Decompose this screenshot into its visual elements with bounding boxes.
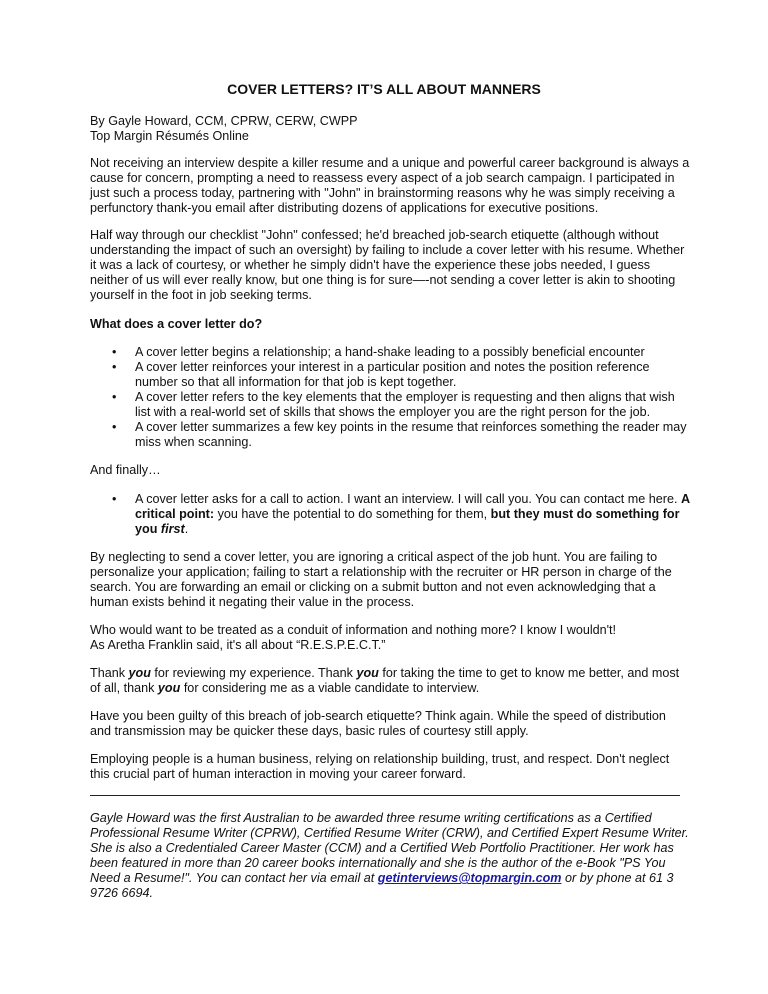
list-item: • A cover letter asks for a call to action. I want an interview. I will call you. You can contact me here. A critical point: you have the potential to do something for them, but they must do something for you first. — [112, 492, 690, 536]
section-heading: What does a cover letter do? — [90, 317, 263, 331]
list-item: • A cover letter begins a relationship; a hand-shake leading to a possibly beneficial encounter — [112, 345, 645, 359]
paragraph-text: Employing people is a human business, relying on relationship building, trust, and respect. Don't neglect this crucial part of human interaction in moving your career forward. — [90, 752, 670, 781]
bullet-icon: • — [112, 345, 117, 359]
email-link[interactable]: getinterviews@topmargin.com — [377, 871, 562, 885]
paragraph-neglect — [90, 550, 690, 610]
list-item: • A cover letter refers to the key elements that the employer is requesting and then aligns that wish list with a real-world set of skills that shows the employer you are the right person for the job. — [112, 390, 675, 419]
final-bullet-list — [90, 492, 690, 537]
paragraph-thanks: Thank you for reviewing my experience. Thank you for taking the time to get to know me better, and most of all, thank you for considering me as a viable candidate to interview. — [90, 666, 680, 695]
and-finally-text: And finally… — [90, 463, 161, 477]
byline — [90, 114, 690, 144]
footer-divider — [90, 795, 680, 796]
paragraph-confession — [90, 228, 690, 303]
author-bio: Gayle Howard was the first Australian to be awarded three resume writing certifications as a Certified Professional Resume Writer (CPRW), Certified Resume Writer (CRW), and Certified Expert Resume Writer. She is also a Credentialed Career Master (CCM) and a Certified Web Portfolio Practitioner. Her work has been featured in more than 20 career books internationally and she is the author of the e-Book "PS You Need a Resume!". You can contact her via email at getinterviews@topmargin.com or by phone at 61 3 9726 6694. — [90, 811, 689, 900]
paragraph-text: Have you been guilty of this breach of job-search etiquette? Think again. While the speed of distribution and transmission may be quicker these days, basic rules of courtesy still apply. — [90, 709, 666, 738]
list-item: • A cover letter reinforces your interest in a particular position and notes the position reference number so that all information for that job is kept together. — [112, 360, 650, 389]
paragraph-closing — [90, 752, 690, 782]
paragraph-text: Who would want to be treated as a conduit of information and nothing more? I know I wouldn't! — [90, 623, 617, 637]
paragraph-intro — [90, 156, 690, 216]
paragraph-text: As Aretha Franklin said, it's all about “R.E.S.P.E.C.T.” — [90, 638, 386, 652]
paragraph-text: By neglecting to send a cover letter, you are ignoring a critical aspect of the job hunt. You are failing to personalize your application; failing to start a relationship with the recruiter or HR person in charge of the search. You are forwarding an email or clicking on a submit button and not even acknowledging that a human exists behind it negating their value in the process. — [90, 550, 672, 609]
article-title: COVER LETTERS? IT’S ALL ABOUT MANNERS — [227, 81, 541, 97]
paragraph-text: Half way through our checklist "John" confessed; he'd breached job-search etiquette (although without understanding the impact of such an oversight) by failing to include a cover letter with his resume. Whether it was a lack of courtesy, or whether he simply didn't have the experience these jobs needed, I guess neither of us will ever really know, but one thing is for sure—-not sending a cover letter is akin to shooting yourself in the foot in job seeking terms. — [90, 228, 685, 302]
author-line: By Gayle Howard, CCM, CPRW, CERW, CWPP — [90, 114, 358, 128]
paragraph-respect — [90, 623, 690, 653]
bullet-list — [90, 345, 690, 450]
paragraph-guilty — [90, 709, 690, 739]
critical-point-label: A critical point: — [135, 492, 690, 521]
bullet-icon: • — [112, 492, 117, 506]
list-item: • A cover letter summarizes a few key points in the resume that reinforces something the reader may miss when scanning. — [112, 420, 687, 449]
bullet-icon: • — [112, 390, 117, 404]
paragraph-text: Not receiving an interview despite a killer resume and a unique and powerful career background is always a cause for concern, prompting a need to reassess every aspect of a job search campaign. I participated in just such a process today, partnering with "John" in brainstorming reasons why he was simply receiving a perfunctory thank-you email after distributing dozens of applications for executive positions. — [90, 156, 690, 215]
bullet-icon: • — [112, 360, 117, 374]
bullet-icon: • — [112, 420, 117, 434]
company-line: Top Margin Résumés Online — [90, 129, 249, 143]
